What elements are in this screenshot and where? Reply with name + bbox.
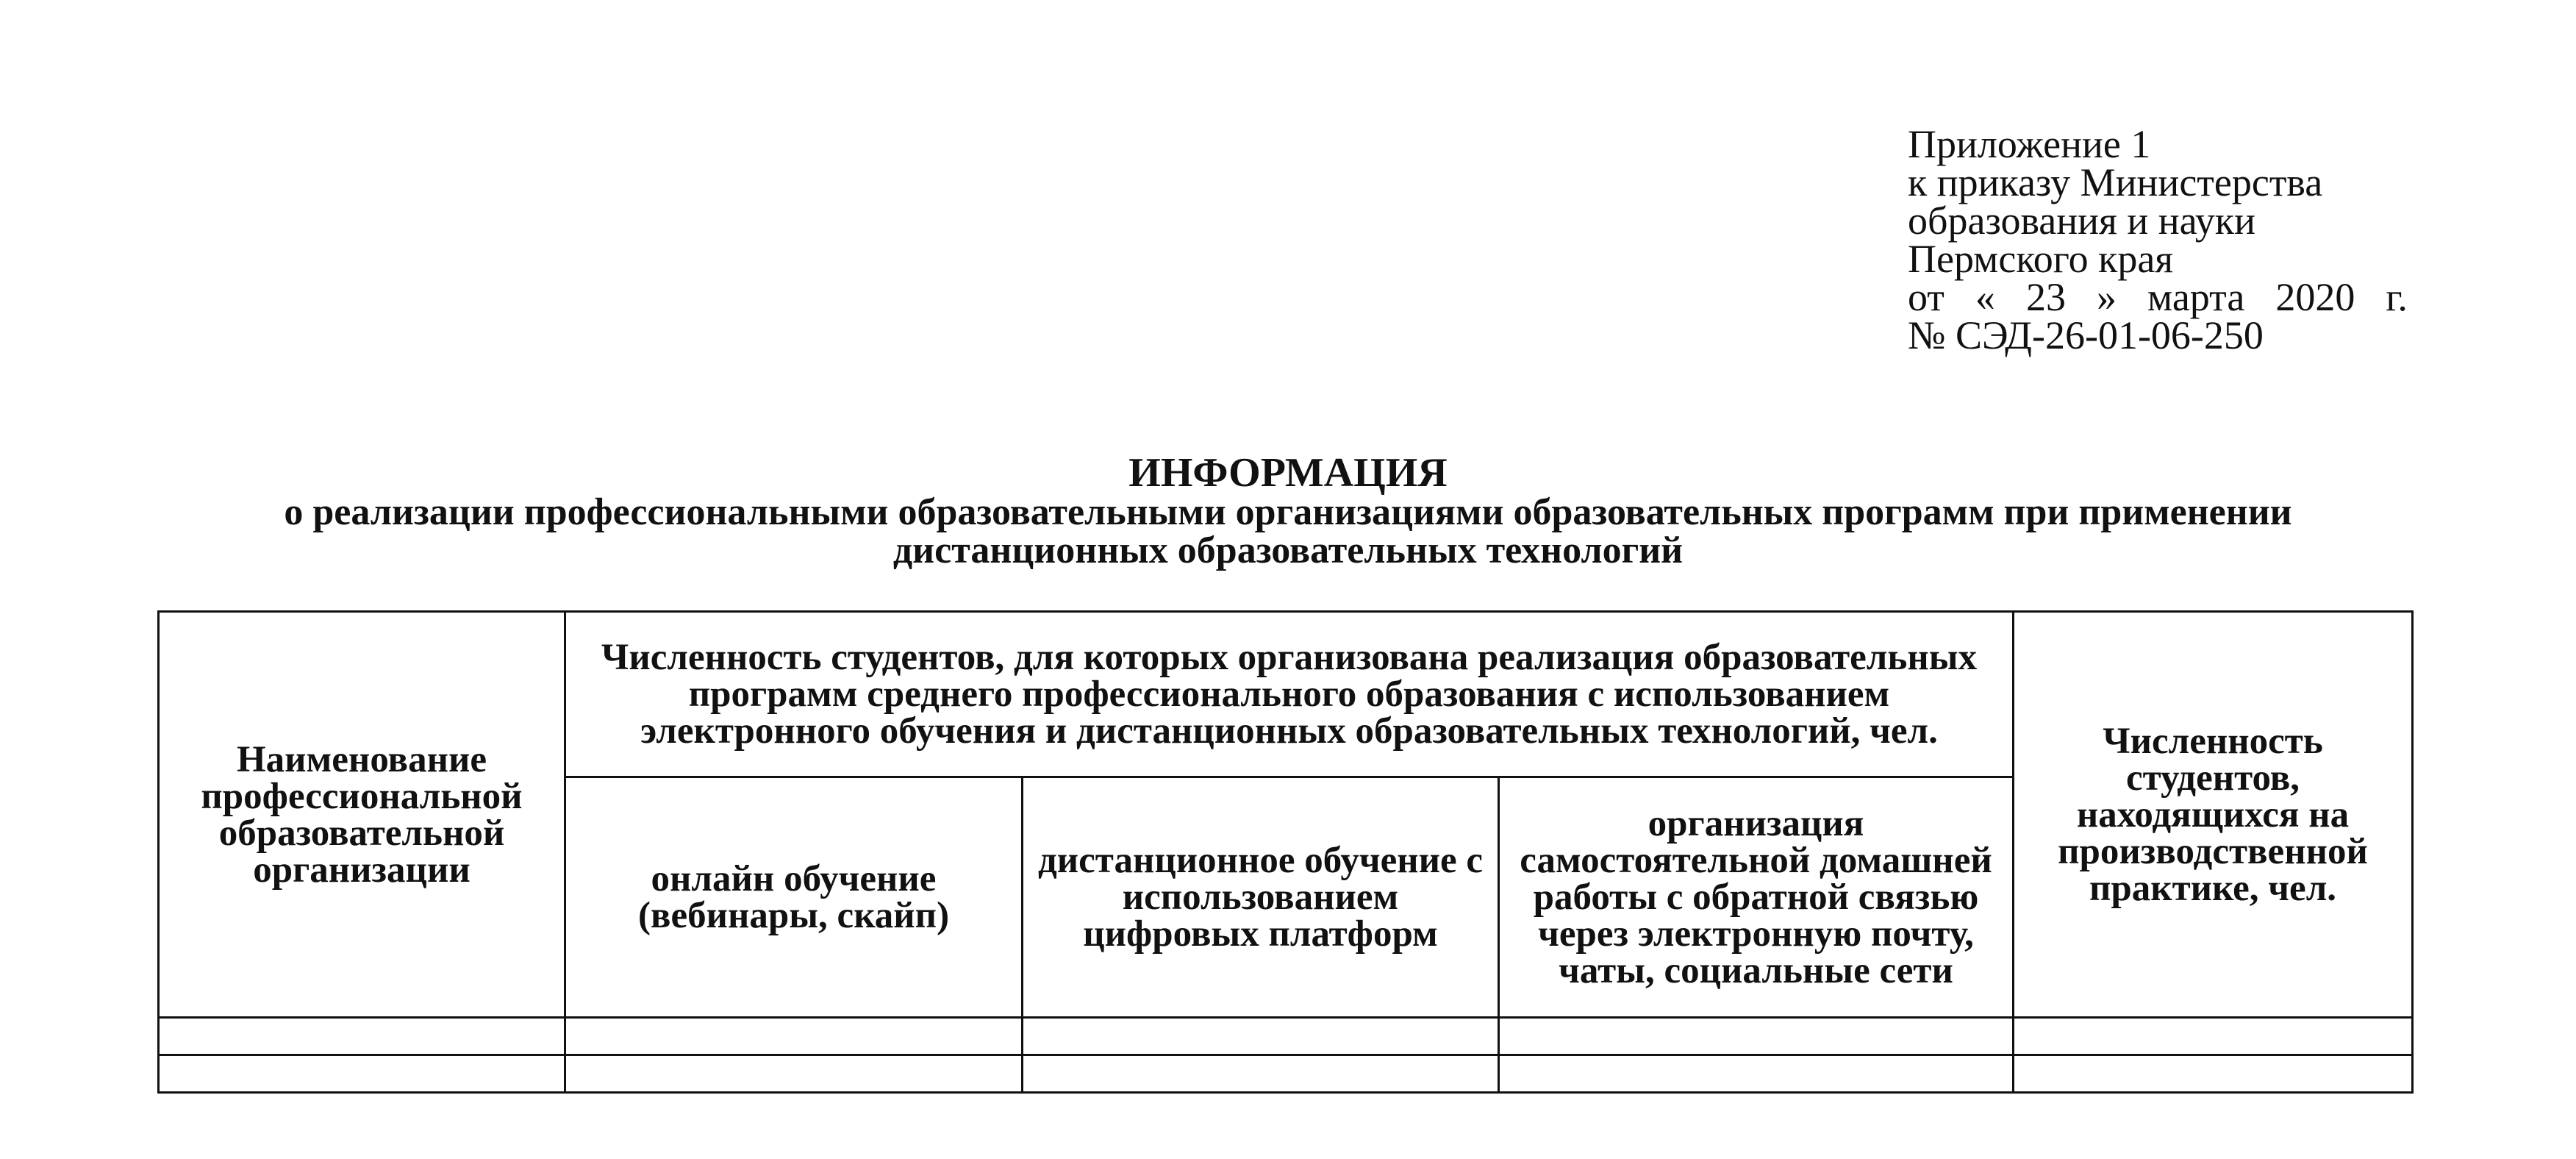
header-organization: Наименование профессиональной образовательной организации xyxy=(159,612,565,1018)
date-part: » xyxy=(2096,275,2117,319)
table-row xyxy=(159,1018,2413,1055)
header-homework: организация самостоятельной домашней работы с обратной связью через электронную почту, чаты, социальные сети xyxy=(1499,777,2014,1018)
order-number: № СЭД-26-01-06-250 xyxy=(1908,313,2264,357)
table-cell xyxy=(1499,1018,2014,1055)
appendix-line-4: Пермского края xyxy=(1908,237,2174,281)
date-year: 2020 xyxy=(2275,275,2355,319)
table-header-row xyxy=(159,612,2413,777)
report-table xyxy=(157,610,2414,1094)
table-cell xyxy=(565,1055,1023,1093)
appendix-block xyxy=(1908,122,2408,357)
appendix-date-line xyxy=(1908,275,2408,319)
table-cell xyxy=(2014,1018,2413,1055)
date-month: марта xyxy=(2147,275,2245,319)
table-row xyxy=(159,1055,2413,1093)
date-day: 23 xyxy=(2025,275,2066,319)
table-cell xyxy=(2014,1055,2413,1093)
appendix-line-2: к приказу Министерства xyxy=(1908,160,2323,204)
document-title-block xyxy=(0,452,2576,570)
header-distance: дистанционное обучение с использованием цифровых платформ xyxy=(1023,777,1499,1018)
date-part: от xyxy=(1908,275,1944,319)
table-cell xyxy=(159,1018,565,1055)
table-cell xyxy=(1023,1018,1499,1055)
table-cell xyxy=(159,1055,565,1093)
date-part: г. xyxy=(2386,275,2408,319)
table-cell xyxy=(1023,1055,1499,1093)
document-subheading: о реализации профессиональными образовательными организациями образовательных программ при применении дистанционных образовательных технологий xyxy=(284,491,2292,571)
table-cell xyxy=(1499,1055,2014,1093)
appendix-line-1: Приложение 1 xyxy=(1908,122,2151,166)
date-part: « xyxy=(1975,275,1995,319)
appendix-line-3: образования и науки xyxy=(1908,199,2256,243)
document-heading: ИНФОРМАЦИЯ xyxy=(1128,450,1448,496)
header-online: онлайн обучение (вебинары, скайп) xyxy=(565,777,1023,1018)
header-practice: Численность студентов, находящихся на производственной практике, чел. xyxy=(2014,612,2413,1018)
table-cell xyxy=(565,1018,1023,1055)
header-students-group: Численность студентов, для которых организована реализация образовательных программ среднего профессионального образования с использованием электронного обучения и дистанционных образовательных технологий, чел. xyxy=(565,612,2014,777)
